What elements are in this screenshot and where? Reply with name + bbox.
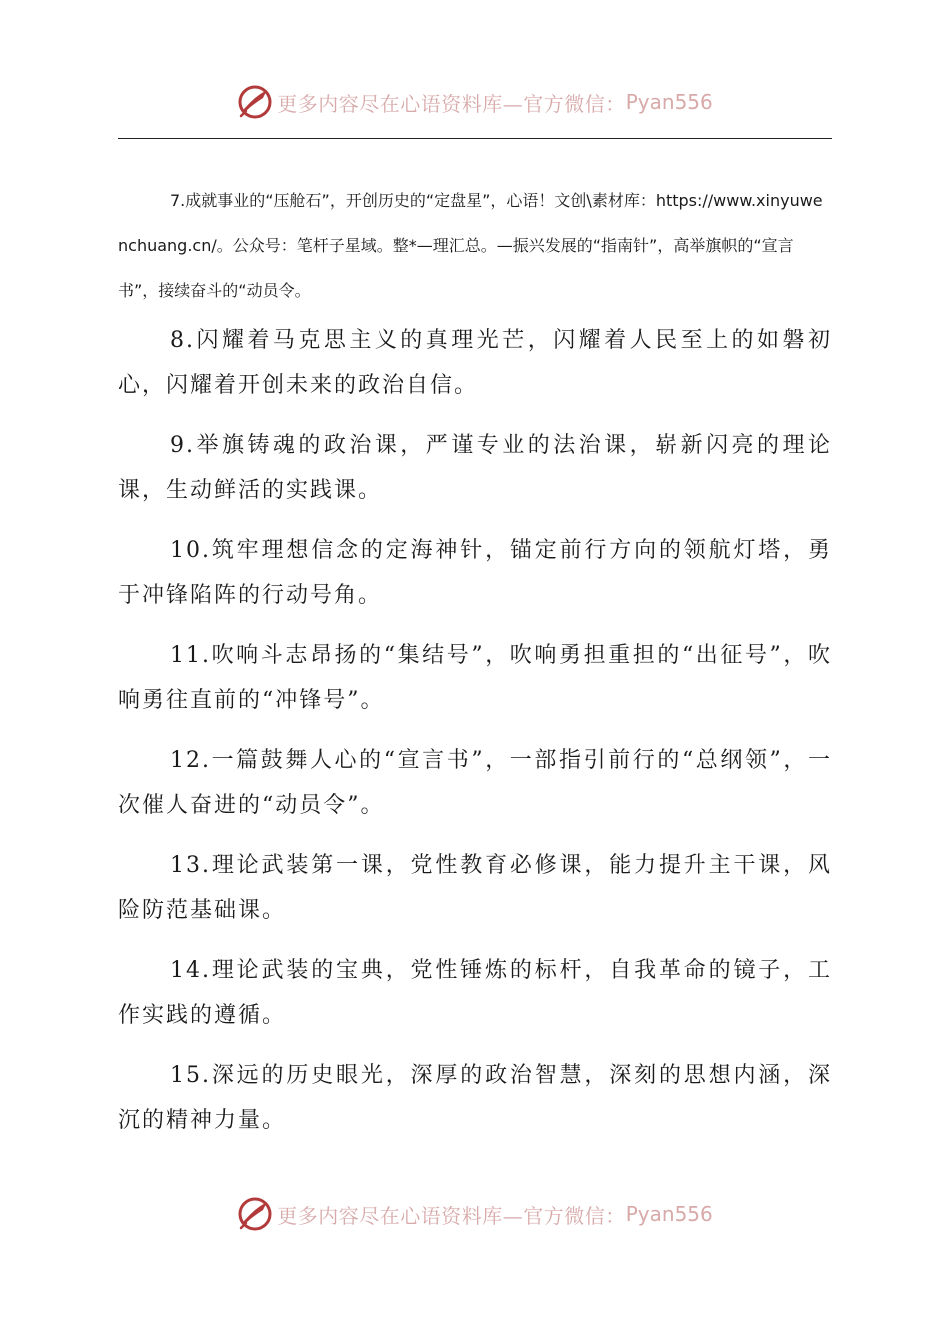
header-banner-text: 更多内容尽在心语资料库—官方微信： <box>277 91 626 116</box>
header-divider <box>118 138 832 139</box>
pen-logo-icon <box>237 1196 273 1232</box>
header-banner <box>0 80 950 124</box>
intro-paragraph: 7.成就事业的“压舱石”，开创历史的“定盘星”，心语！文创\素材库：https://www.xinyuwenchuang.cn/。公众号：笔杆子星域。整*—理汇总。—振兴发展的“指南针”，高举旗帜的“宣言书”，接续奋斗的“动员令。 <box>118 191 823 300</box>
footer-wechat-id: Pyan556 <box>625 1202 713 1226</box>
list-item: 8.闪耀着马克思主义的真理光芒，闪耀着人民至上的如磐初心，闪耀着开创未来的政治自信。 <box>118 328 832 398</box>
header-wechat-id: Pyan556 <box>625 90 713 114</box>
list-item: 14.理论武装的宝典，党性锤炼的标杆，自我革命的镜子，工作实践的遵循。 <box>118 958 832 1028</box>
list-item: 9.举旗铸魂的政治课，严谨专业的法治课，崭新闪亮的理论课，生动鲜活的实践课。 <box>118 433 832 503</box>
list-item: 11.吹响斗志昂扬的“集结号”，吹响勇担重担的“出征号”，吹响勇往直前的“冲锋号”。 <box>118 643 832 713</box>
item-list <box>118 318 832 1158</box>
footer-banner <box>0 1192 950 1236</box>
list-item: 13.理论武装第一课，党性教育必修课，能力提升主干课，风险防范基础课。 <box>118 853 832 923</box>
list-item: 15.深远的历史眼光，深厚的政治智慧，深刻的思想内涵，深沉的精神力量。 <box>118 1063 832 1133</box>
pen-logo-icon <box>237 84 273 120</box>
footer-banner-text: 更多内容尽在心语资料库—官方微信： <box>277 1203 626 1228</box>
list-item: 10.筑牢理想信念的定海神针，锚定前行方向的领航灯塔，勇于冲锋陷阵的行动号角。 <box>118 538 832 608</box>
list-item: 12.一篇鼓舞人心的“宣言书”，一部指引前行的“总纲领”，一次催人奋进的“动员令”。 <box>118 748 832 818</box>
